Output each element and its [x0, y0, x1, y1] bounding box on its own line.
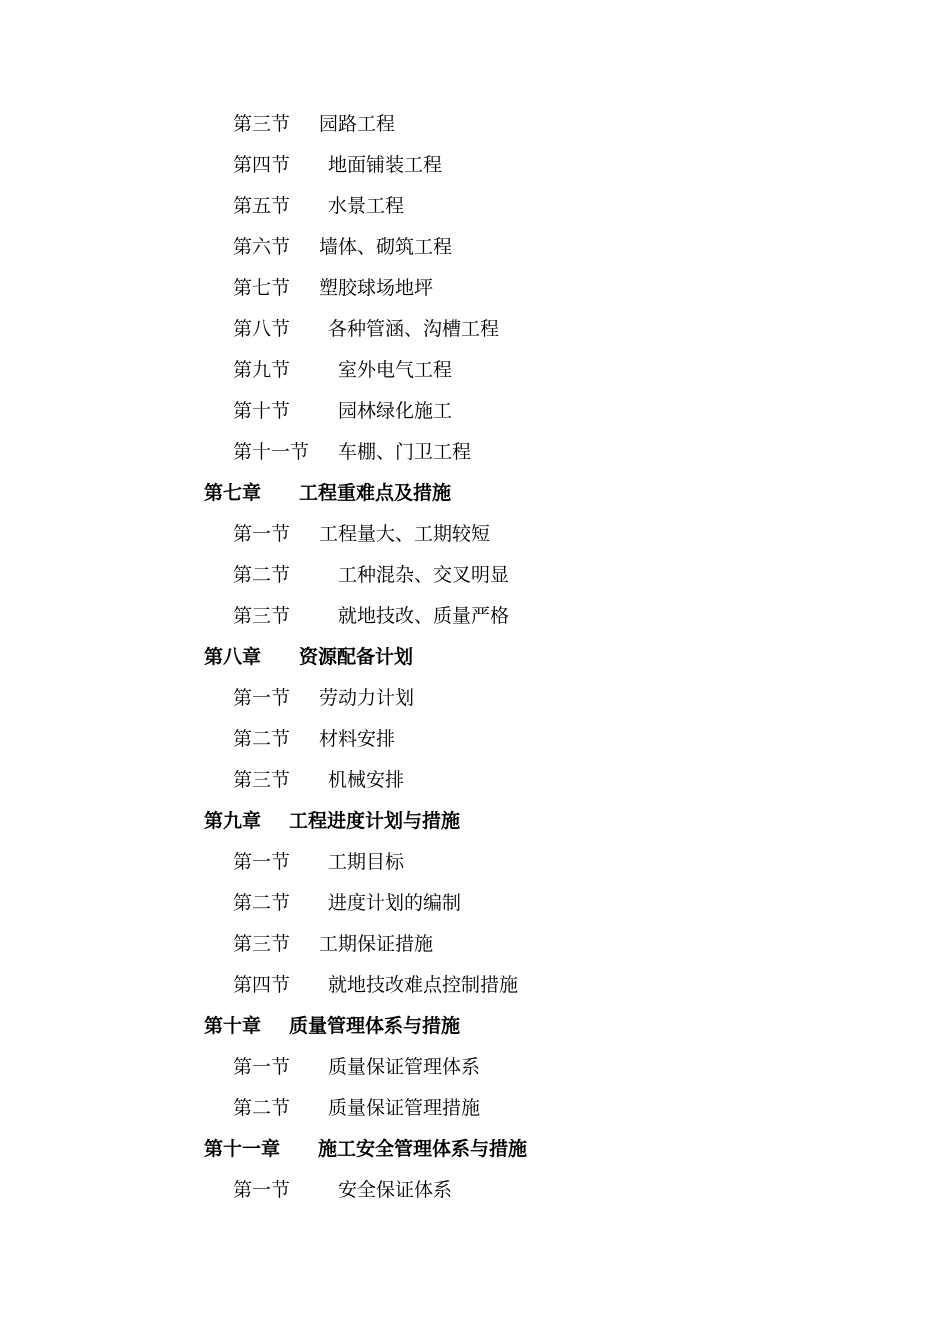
toc-chapter-row: [0, 801, 950, 842]
section-number: 第六节: [233, 236, 291, 258]
chapter-number: 第七章: [204, 482, 262, 504]
section-title: 园林绿化施工: [338, 400, 453, 422]
section-title: 室外电气工程: [338, 359, 453, 381]
toc-section-row: [0, 514, 950, 555]
section-title: 水景工程: [328, 195, 405, 217]
section-number: 第五节: [233, 195, 291, 217]
section-number: 第一节: [233, 851, 291, 873]
section-title: 劳动力计划: [319, 687, 415, 709]
toc-section-row: [0, 309, 950, 350]
toc-section-row: [0, 760, 950, 801]
toc-section-row: [0, 719, 950, 760]
section-number: 第二节: [233, 1097, 291, 1119]
toc-section-row: [0, 268, 950, 309]
toc-section-row: [0, 391, 950, 432]
section-title: 工期目标: [328, 851, 405, 873]
section-title: 工程量大、工期较短: [319, 523, 491, 545]
toc-section-row: [0, 104, 950, 145]
section-title: 车棚、门卫工程: [338, 441, 472, 463]
chapter-number: 第九章: [204, 810, 262, 832]
section-number: 第四节: [233, 154, 291, 176]
section-number: 第三节: [233, 933, 291, 955]
toc-chapter-row: [0, 473, 950, 514]
toc-section-row: [0, 1047, 950, 1088]
toc-section-row: [0, 1170, 950, 1211]
section-number: 第八节: [233, 318, 291, 340]
section-title: 就地技改、质量严格: [338, 605, 510, 627]
section-title: 园路工程: [319, 113, 396, 135]
toc-section-row: [0, 145, 950, 186]
chapter-number: 第十章: [204, 1015, 262, 1037]
chapter-title: 质量管理体系与措施: [289, 1015, 461, 1037]
chapter-title: 工程重难点及措施: [299, 482, 452, 504]
section-title: 机械安排: [328, 769, 405, 791]
chapter-number: 第十一章: [204, 1138, 281, 1160]
section-title: 进度计划的编制: [328, 892, 462, 914]
section-title: 安全保证体系: [338, 1179, 453, 1201]
section-number: 第一节: [233, 1056, 291, 1078]
toc-section-row: [0, 596, 950, 637]
toc-section-row: [0, 842, 950, 883]
toc-chapter-row: [0, 1006, 950, 1047]
section-number: 第三节: [233, 113, 291, 135]
section-number: 第二节: [233, 892, 291, 914]
section-number: 第一节: [233, 1179, 291, 1201]
toc-section-row: [0, 965, 950, 1006]
chapter-number: 第八章: [204, 646, 262, 668]
section-title: 各种管涵、沟槽工程: [328, 318, 500, 340]
toc-chapter-row: [0, 637, 950, 678]
chapter-title: 工程进度计划与措施: [289, 810, 461, 832]
section-number: 第二节: [233, 728, 291, 750]
section-title: 质量保证管理体系: [328, 1056, 481, 1078]
section-title: 塑胶球场地坪: [319, 277, 434, 299]
table-of-contents: [0, 104, 950, 1211]
toc-section-row: [0, 227, 950, 268]
chapter-title: 施工安全管理体系与措施: [318, 1138, 528, 1160]
section-number: 第十一节: [233, 441, 310, 463]
section-title: 地面铺装工程: [328, 154, 443, 176]
toc-section-row: [0, 1088, 950, 1129]
toc-section-row: [0, 432, 950, 473]
section-title: 工种混杂、交叉明显: [338, 564, 510, 586]
section-number: 第九节: [233, 359, 291, 381]
section-number: 第七节: [233, 277, 291, 299]
toc-section-row: [0, 555, 950, 596]
section-number: 第四节: [233, 974, 291, 996]
section-title: 就地技改难点控制措施: [328, 974, 519, 996]
section-number: 第一节: [233, 523, 291, 545]
section-number: 第十节: [233, 400, 291, 422]
section-number: 第一节: [233, 687, 291, 709]
chapter-title: 资源配备计划: [299, 646, 414, 668]
section-title: 工期保证措施: [319, 933, 434, 955]
toc-section-row: [0, 924, 950, 965]
toc-section-row: [0, 186, 950, 227]
section-number: 第三节: [233, 769, 291, 791]
toc-chapter-row: [0, 1129, 950, 1170]
section-title: 质量保证管理措施: [328, 1097, 481, 1119]
toc-section-row: [0, 883, 950, 924]
toc-section-row: [0, 350, 950, 391]
section-number: 第二节: [233, 564, 291, 586]
section-number: 第三节: [233, 605, 291, 627]
toc-section-row: [0, 678, 950, 719]
section-title: 墙体、砌筑工程: [319, 236, 453, 258]
section-title: 材料安排: [319, 728, 396, 750]
